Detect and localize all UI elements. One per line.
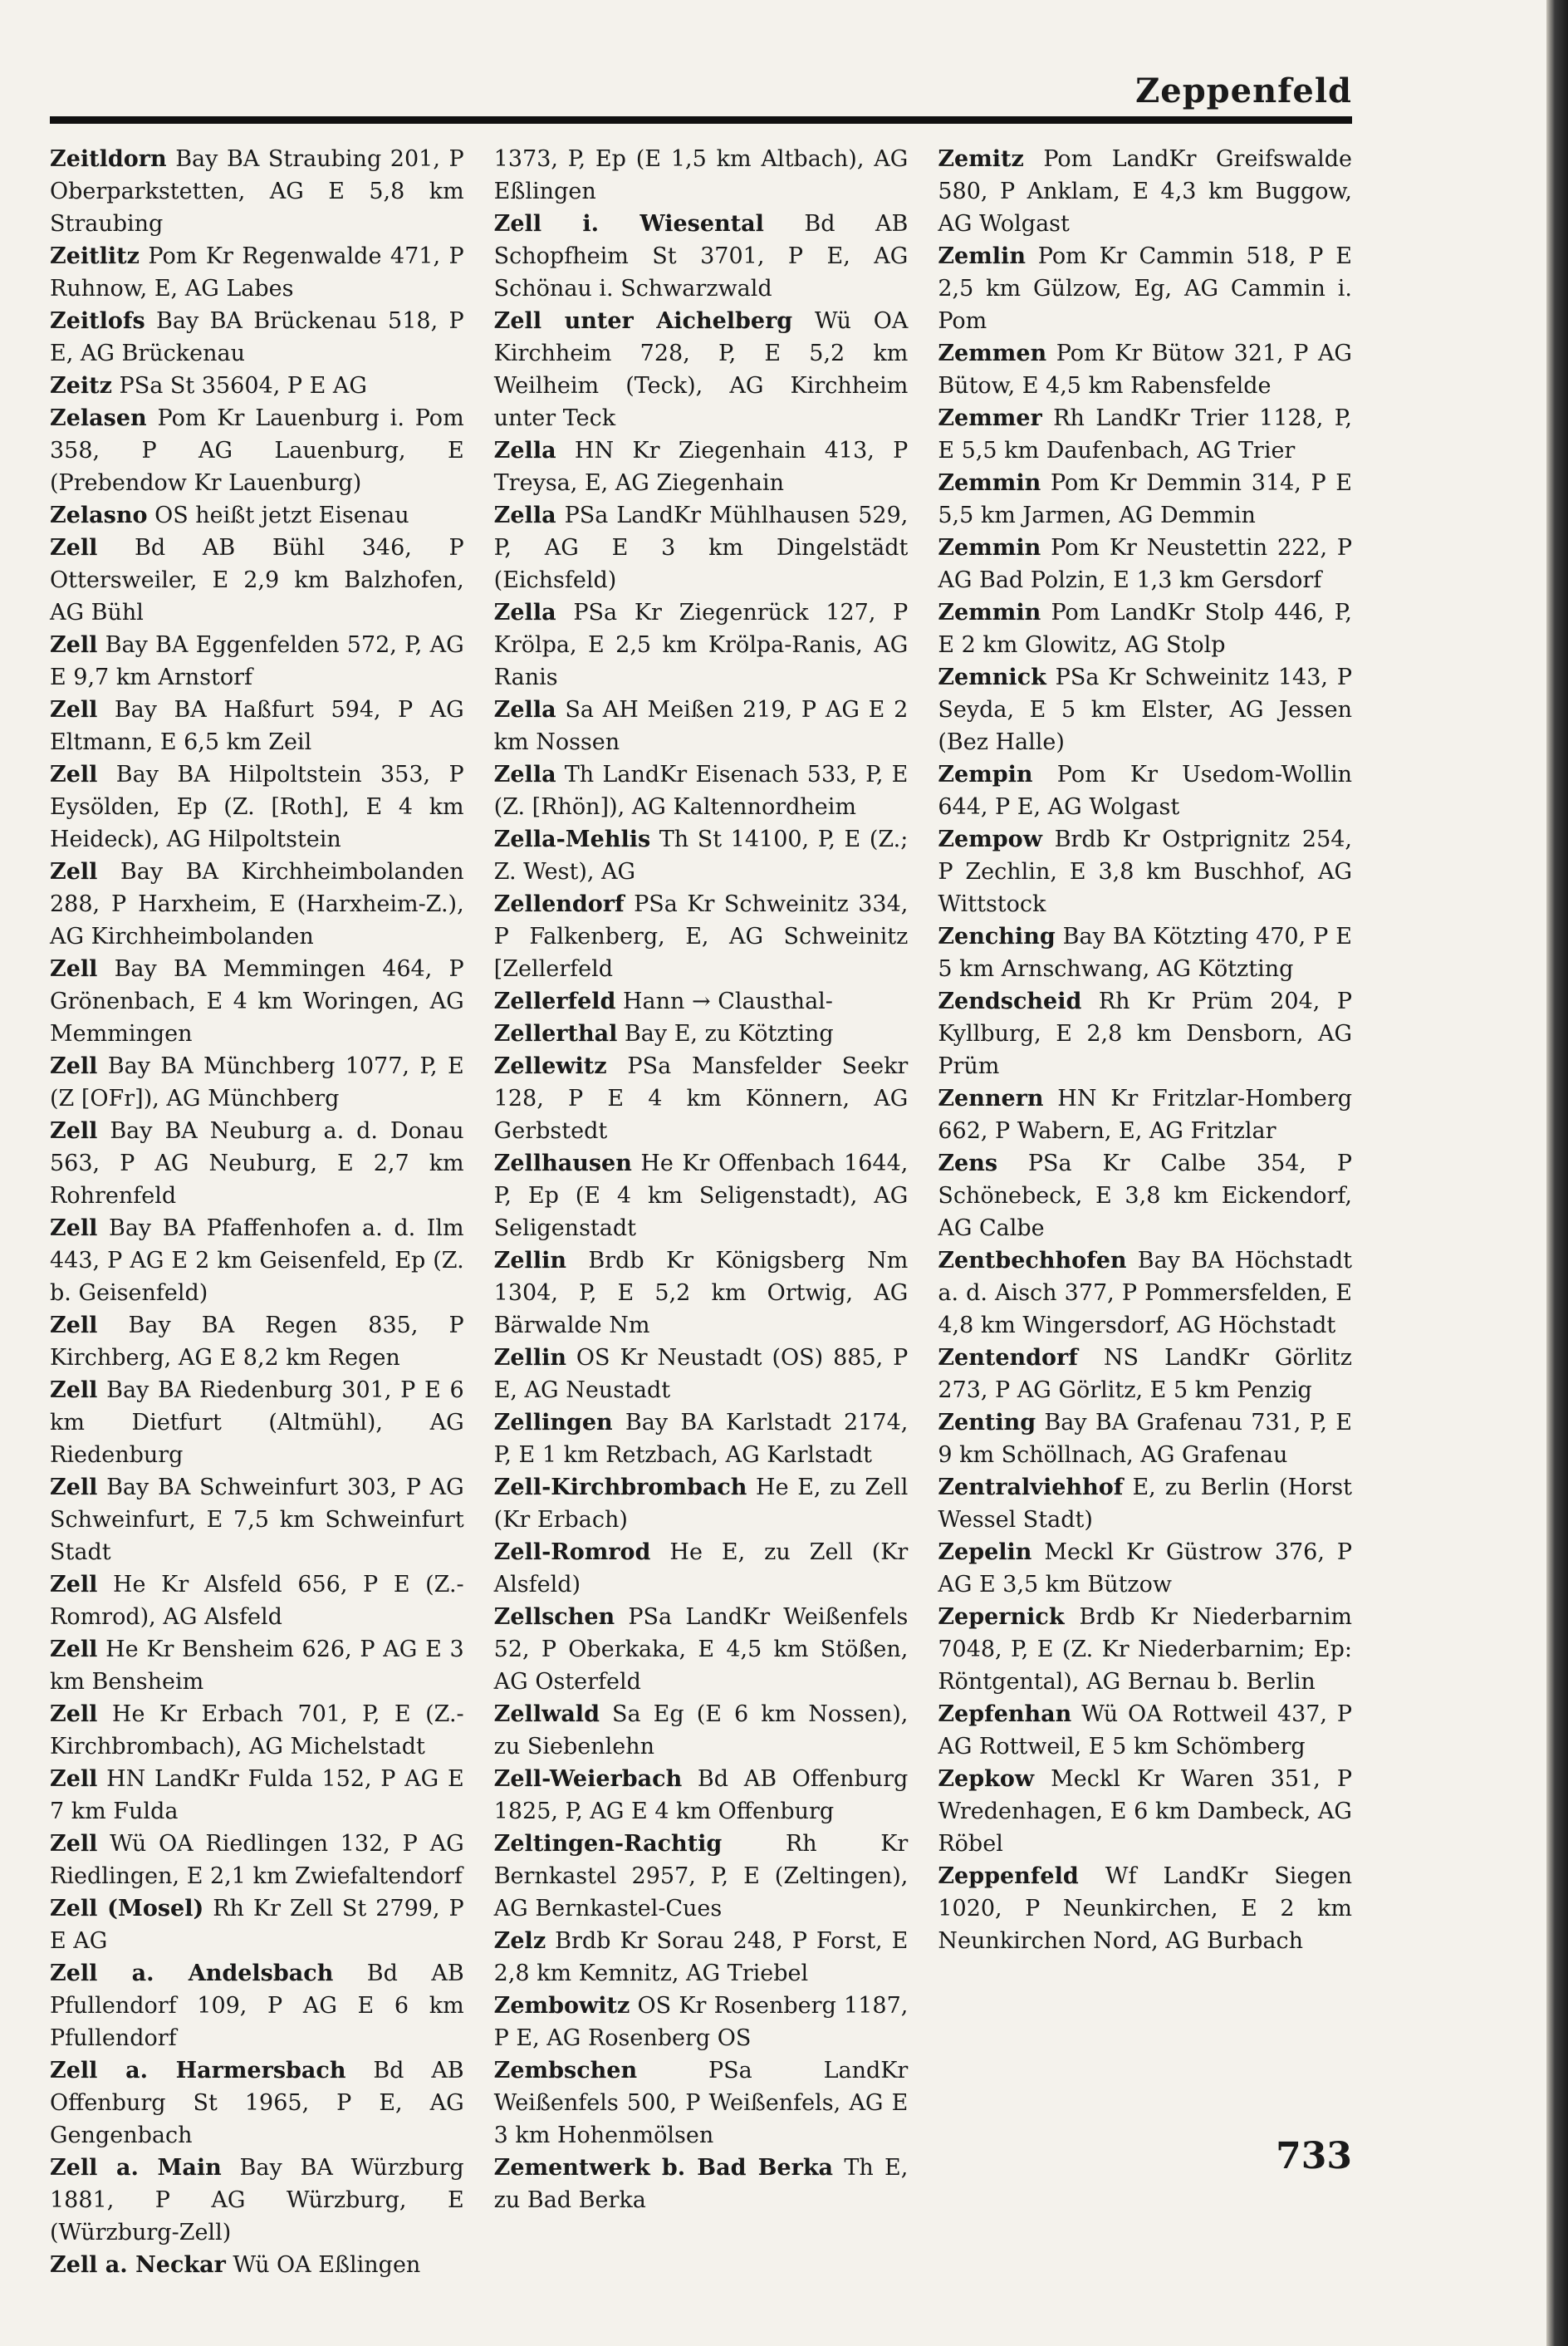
gazetteer-entry xyxy=(494,1147,909,1244)
entry-headword: Zepkow xyxy=(938,1766,1035,1792)
entry-headword: Zeitz xyxy=(50,373,112,399)
entry-details: Bay BA Grafenau 731, P, E 9 km Schöllnach, AG Grafenau xyxy=(938,1410,1353,1468)
gazetteer-entry xyxy=(938,1244,1352,1342)
entry-headword: Zempin xyxy=(938,762,1033,788)
entry-details: Bay BA Kötzting 470, P E 5 km Arnschwang, AG Kötzting xyxy=(938,924,1353,982)
entry-details: Pom Kr Neustettin 222, P AG Bad Polzin, E 1,3 km Gersdorf xyxy=(938,535,1353,593)
gazetteer-entry xyxy=(494,1342,909,1406)
gazetteer-entry xyxy=(938,1082,1352,1147)
entry-headword: Zepfenhan xyxy=(938,1701,1072,1727)
gazetteer-entry xyxy=(494,1763,909,1828)
entry-headword: Zellingen xyxy=(493,1410,613,1436)
gazetteer-entry xyxy=(938,920,1352,985)
entry-headword: Zendscheid xyxy=(938,989,1082,1014)
entry-headword: Zella xyxy=(493,503,556,528)
entry-details: Pom Kr Demmin 314, P E 5,5 km Jarmen, AG Demmin xyxy=(938,470,1353,528)
gazetteer-entry xyxy=(50,1050,464,1115)
entry-details: Pom Kr Usedom-Wollin 644, P E, AG Wolgast xyxy=(938,762,1353,820)
gazetteer-entry xyxy=(938,1763,1352,1860)
entry-headword: Zementwerk b. Bad Berka xyxy=(493,2155,834,2181)
entry-details: He Kr Bensheim 626, P AG E 3 km Bensheim xyxy=(50,1637,464,1695)
entry-headword: Zellendorf xyxy=(493,891,625,917)
gazetteer-entry xyxy=(50,1471,464,1568)
entry-details: HN Kr Ziegenhain 413, P Treysa, E, AG Ziegenhain xyxy=(493,438,909,496)
entry-headword: Zell xyxy=(50,1701,98,1727)
entry-details: Brdb Kr Ostprignitz 254, P Zechlin, E 3,8 km Buschhof, AG Wittstock xyxy=(938,827,1353,917)
gazetteer-entry xyxy=(50,2054,464,2152)
gazetteer-entry xyxy=(50,2152,464,2249)
gazetteer-entry xyxy=(50,856,464,953)
gazetteer-entry xyxy=(50,1374,464,1471)
gazetteer-entry xyxy=(938,985,1352,1082)
entry-headword: Zembschen xyxy=(493,2058,638,2083)
entry-details: Bay BA Karlstadt 2174, P, E 1 km Retzbach, AG Karlstadt xyxy=(493,1410,909,1468)
entry-details: Brdb Kr Sorau 248, P Forst, E 2,8 km Kemnitz, AG Triebel xyxy=(493,1928,909,1986)
entry-headword: Zenching xyxy=(938,924,1056,950)
entry-headword: Zell xyxy=(50,1831,98,1857)
entry-headword: Zemnick xyxy=(938,665,1046,690)
entry-headword: Zembowitz xyxy=(493,1993,630,2019)
page-number: 733 xyxy=(1276,2135,1352,2177)
entry-details: He Kr Erbach 701, P, E (Z.-Kirchbrombach), AG Michelstadt xyxy=(50,1701,464,1760)
gazetteer-entry xyxy=(494,1601,909,1698)
gazetteer-entry xyxy=(50,1633,464,1698)
entry-details: Wü OA Kirchheim 728, P, E 5,2 km Weilheim (Teck), AG Kirchheim unter Teck xyxy=(493,308,909,431)
entry-headword: Zeitlofs xyxy=(50,308,145,334)
entry-headword: Zenting xyxy=(938,1410,1036,1436)
gazetteer-entry xyxy=(938,240,1352,337)
entry-headword: Zell a. Andelsbach xyxy=(50,1961,334,1986)
gazetteer-entry xyxy=(50,1212,464,1309)
gazetteer-entry xyxy=(50,1309,464,1374)
entry-details: Sa Eg (E 6 km Nossen), zu Siebenlehn xyxy=(493,1701,909,1760)
entry-details: He E, zu Zell (Kr Erbach) xyxy=(493,1475,909,1533)
gazetteer-entry xyxy=(494,823,909,888)
entry-details: Pom Kr Bütow 321, P AG Bütow, E 4,5 km Rabensfelde xyxy=(938,341,1353,399)
gazetteer-entry xyxy=(494,1018,909,1050)
entry-details: Wü OA Riedlingen 132, P AG Riedlingen, E 2,1 km Zwiefaltendorf xyxy=(50,1831,464,1889)
entry-details: Bd AB Offenburg St 1965, P E, AG Gengenbach xyxy=(50,2058,464,2148)
gazetteer-entry xyxy=(50,694,464,758)
entry-details: Brdb Kr Niederbarnim 7048, P, E (Z. Kr Niederbarnim; Ep: Röntgental), AG Bernau b. Berlin xyxy=(938,1604,1353,1695)
entry-details: PSa LandKr Mühlhausen 529, P, AG E 3 km Dingelstädt (Eichsfeld) xyxy=(493,503,909,593)
entry-headword: Zell a. Main xyxy=(50,2155,222,2181)
entry-headword: Zemlin xyxy=(938,243,1026,269)
entry-details: Brdb Kr Königsberg Nm 1304, P, E 5,2 km Ortwig, AG Bärwalde Nm xyxy=(493,1248,909,1338)
gazetteer-entry xyxy=(938,1698,1352,1763)
gazetteer-entry xyxy=(50,1892,464,1957)
gazetteer-entry xyxy=(938,1471,1352,1536)
entry-headword: Zempow xyxy=(938,827,1042,852)
entry-details: OS heißt jetzt Eisenau xyxy=(147,503,409,528)
entry-details: Bay E, zu Kötzting xyxy=(617,1021,834,1047)
gazetteer-entry xyxy=(50,1763,464,1828)
entry-headword: Zeitlitz xyxy=(50,243,140,269)
gazetteer-entry xyxy=(938,1601,1352,1698)
entry-details: OS Kr Rosenberg 1187, P E, AG Rosenberg OS xyxy=(493,1993,909,2051)
entry-details: Sa AH Meißen 219, P AG E 2 km Nossen xyxy=(493,697,909,755)
entry-details: OS Kr Neustadt (OS) 885, P E, AG Neustadt xyxy=(493,1345,909,1403)
gazetteer-entry xyxy=(494,434,909,499)
gazetteer-entry xyxy=(494,1990,909,2054)
entry-headword: Zell a. Harmersbach xyxy=(50,2058,346,2083)
gazetteer-entry xyxy=(494,208,909,305)
gazetteer-entry xyxy=(50,953,464,1050)
entry-headword: Zentralviehhof xyxy=(938,1475,1124,1500)
entry-details: Bd AB Schopfheim St 3701, P E, AG Schönau i. Schwarzwald xyxy=(493,211,909,302)
entry-headword: Zellin xyxy=(493,1248,566,1274)
gazetteer-entry xyxy=(494,1050,909,1147)
entry-details: Bay BA Haßfurt 594, P AG Eltmann, E 6,5 km Zeil xyxy=(50,697,464,755)
entry-headword: Zell-Romrod xyxy=(493,1539,651,1565)
entry-headword: Zell xyxy=(50,1313,98,1338)
entry-details: E, zu Berlin (Horst Wessel Stadt) xyxy=(938,1475,1353,1533)
entry-details: He E, zu Zell (Kr Alsfeld) xyxy=(493,1539,909,1598)
entry-headword: Zemmin xyxy=(938,535,1041,561)
entry-details: Bd AB Offenburg 1825, P, AG E 4 km Offenburg xyxy=(493,1766,909,1824)
gazetteer-entry xyxy=(50,240,464,305)
entry-details: PSa Kr Schweinitz 143, P Seyda, E 5 km Elster, AG Jessen (Bez Halle) xyxy=(938,665,1353,755)
entry-headword: Zellwald xyxy=(493,1701,600,1727)
entry-details: PSa Kr Ziegenrück 127, P Krölpa, E 2,5 km Krölpa-Ranis, AG Ranis xyxy=(493,600,909,690)
entry-headword: Zella xyxy=(493,438,556,464)
gazetteer-entry xyxy=(494,1471,909,1536)
entry-details: Th St 14100, P, E (Z.; Z. West), AG xyxy=(493,827,909,885)
entry-headword: Zella xyxy=(493,762,556,788)
entry-details: Bay BA Brückenau 518, P E, AG Brückenau xyxy=(50,308,464,366)
gazetteer-entry xyxy=(938,758,1352,823)
entry-headword: Zepernick xyxy=(938,1604,1065,1630)
running-head-word: Zeppenfeld xyxy=(1135,71,1352,110)
entry-details: Bay BA Pfaffenhofen a. d. Ilm 443, P AG E 2 km Geisenfeld, Ep (Z. b. Geisenfeld) xyxy=(50,1215,464,1306)
gazetteer-entry xyxy=(494,1698,909,1763)
entry-headword: Zentbechhofen xyxy=(938,1248,1127,1274)
entry-headword: Zell xyxy=(50,1377,98,1403)
gazetteer-entry xyxy=(938,596,1352,661)
entry-details: HN Kr Fritzlar-Homberg 662, P Wabern, E, AG Fritzlar xyxy=(938,1086,1353,1144)
gazetteer-entry xyxy=(938,1147,1352,1244)
header-rule xyxy=(50,116,1352,124)
gazetteer-entry xyxy=(494,985,909,1018)
gazetteer-entry xyxy=(494,2152,909,2216)
entry-details: Bay BA Neuburg a. d. Donau 563, P AG Neuburg, E 2,7 km Rohrenfeld xyxy=(50,1118,464,1209)
gazetteer-entry xyxy=(938,532,1352,596)
entry-headword: Zeltingen-Rachtig xyxy=(493,1831,723,1857)
entry-details: He Kr Alsfeld 656, P E (Z.-Romrod), AG Alsfeld xyxy=(50,1572,464,1630)
entry-headword: Zemmin xyxy=(938,600,1041,626)
gazetteer-entry xyxy=(494,305,909,434)
entry-details: Meckl Kr Güstrow 376, P AG E 3,5 km Bützow xyxy=(938,1539,1353,1598)
entry-headword: Zella xyxy=(493,697,556,723)
gazetteer-entry xyxy=(938,402,1352,467)
entry-details: Pom Kr Regenwalde 471, P Ruhnow, E, AG Labes xyxy=(50,243,464,302)
gazetteer-entry xyxy=(50,143,464,240)
gazetteer-entry xyxy=(494,499,909,596)
gazetteer-entry xyxy=(50,305,464,370)
entry-details: Bay BA Riedenburg 301, P E 6 km Dietfurt (Altmühl), AG Riedenburg xyxy=(50,1377,464,1468)
gazetteer-entry xyxy=(938,143,1352,240)
entry-details: Th E, zu Bad Berka xyxy=(493,2155,909,2213)
entry-details: He Kr Offenbach 1644, P, Ep (E 4 km Seligenstadt), AG Seligenstadt xyxy=(493,1151,909,1241)
entry-details: Bay BA Höchstadt a. d. Aisch 377, P Pommersfelden, E 4,8 km Wingersdorf, AG Höchstadt xyxy=(938,1248,1353,1338)
gazetteer-entry xyxy=(938,823,1352,920)
entry-details: Bay BA Münchberg 1077, P, E (Z [OFr]), AG Münchberg xyxy=(50,1053,464,1112)
entry-details: Rh Kr Bernkastel 2957, P, E (Zeltingen), AG Bernkastel-Cues xyxy=(493,1831,909,1921)
entry-headword: Zemmen xyxy=(938,341,1047,366)
entry-details: Pom LandKr Stolp 446, P, E 2 km Glowitz, AG Stolp xyxy=(938,600,1353,658)
gazetteer-entry xyxy=(494,2054,909,2152)
entry-headword: Zell xyxy=(50,1475,98,1500)
gazetteer-entry xyxy=(938,661,1352,758)
gazetteer-entry xyxy=(50,1828,464,1892)
entry-details: PSa St 35604, P E AG xyxy=(111,373,367,399)
entry-details: Wü OA Eßlingen xyxy=(225,2252,421,2278)
running-header xyxy=(50,66,1352,116)
gazetteer-entry xyxy=(50,370,464,402)
entry-headword: Zellin xyxy=(493,1345,566,1371)
column-left xyxy=(50,143,464,2278)
entry-headword: Zell-Weierbach xyxy=(493,1766,683,1792)
entry-details: Bay BA Straubing 201, P Oberparkstetten, AG E 5,8 km Straubing xyxy=(50,146,464,237)
gazetteer-entry xyxy=(50,499,464,532)
entry-headword: Zell xyxy=(50,697,98,723)
entry-headword: Zeppenfeld xyxy=(938,1863,1079,1889)
gazetteer-entry xyxy=(494,1244,909,1342)
entry-details: PSa Kr Calbe 354, P Schönebeck, E 3,8 km Eickendorf, AG Calbe xyxy=(938,1151,1353,1241)
entry-headword: Zell xyxy=(50,1215,98,1241)
gazetteer-entry xyxy=(50,402,464,499)
gazetteer-entry xyxy=(494,758,909,823)
gazetteer-entry xyxy=(494,1536,909,1601)
gazetteer-entry xyxy=(50,1698,464,1763)
entry-details: 1373, P, Ep (E 1,5 km Altbach), AG Eßlingen xyxy=(493,146,909,204)
gazetteer-entry xyxy=(50,1957,464,2054)
entry-headword: Zell-Kirchbrombach xyxy=(493,1475,747,1500)
entry-headword: Zeitldorn xyxy=(50,146,167,172)
entry-details: Bay BA Memmingen 464, P Grönenbach, E 4 km Woringen, AG Memmingen xyxy=(50,956,464,1047)
entry-headword: Zellschen xyxy=(493,1604,615,1630)
gazetteer-entry xyxy=(494,694,909,758)
entry-details: HN LandKr Fulda 152, P AG E 7 km Fulda xyxy=(50,1766,464,1824)
entry-details: Wf LandKr Siegen 1020, P Neunkirchen, E 2 km Neunkirchen Nord, AG Burbach xyxy=(938,1863,1353,1954)
entry-details: Bay BA Hilpoltstein 353, P Eysölden, Ep (Z. [Roth], E 4 km Heideck), AG Hilpoltstein xyxy=(50,762,464,852)
entry-details: Bay BA Würzburg 1881, P AG Würzburg, E (Würzburg-Zell) xyxy=(50,2155,464,2245)
gazetteer-entry xyxy=(494,1406,909,1471)
gazetteer-entry xyxy=(938,337,1352,402)
entry-details: Bay BA Eggenfelden 572, P, AG E 9,7 km Arnstorf xyxy=(50,632,464,690)
entry-headword: Zell unter Aichelberg xyxy=(493,308,793,334)
entry-details: Pom Kr Cammin 518, P E 2,5 km Gülzow, Eg, AG Cammin i. Pom xyxy=(938,243,1353,334)
entry-details: Bd AB Bühl 346, P Ottersweiler, E 2,9 km Balzhofen, AG Bühl xyxy=(50,535,464,626)
column-middle xyxy=(493,143,909,2213)
entry-headword: Zellerfeld xyxy=(493,989,616,1014)
entry-headword: Zell xyxy=(50,1572,98,1598)
gazetteer-entry xyxy=(50,2249,464,2281)
entry-headword: Zemitz xyxy=(938,146,1024,172)
entry-details: PSa LandKr Weißenfels 500, P Weißenfels, AG E 3 km Hohenmölsen xyxy=(493,2058,909,2148)
gazetteer-entry xyxy=(938,467,1352,532)
entry-headword: Zell xyxy=(50,956,98,982)
entry-details: Rh Kr Zell St 2799, P E AG xyxy=(50,1896,464,1954)
entry-headword: Zelasen xyxy=(50,405,147,431)
gazetteer-entry xyxy=(50,1115,464,1212)
entry-headword: Zell xyxy=(50,1637,98,1662)
entry-details: Wü OA Rottweil 437, P AG Rottweil, E 5 km Schömberg xyxy=(938,1701,1353,1760)
entry-headword: Zell xyxy=(50,1053,98,1079)
gazetteer-entry xyxy=(938,1342,1352,1406)
entry-details: PSa LandKr Weißenfels 52, P Oberkaka, E 4,5 km Stößen, AG Osterfeld xyxy=(493,1604,909,1695)
entry-details: Bay BA Regen 835, P Kirchberg, AG E 8,2 km Regen xyxy=(50,1313,464,1371)
entry-headword: Zell (Mosel) xyxy=(50,1896,204,1921)
entry-details: Th LandKr Eisenach 533, P, E (Z. [Rhön]), AG Kaltennordheim xyxy=(493,762,909,820)
entry-headword: Zell a. Neckar xyxy=(50,2252,226,2278)
entry-headword: Zell xyxy=(50,632,98,658)
gazetteer-entry xyxy=(494,1828,909,1925)
gazetteer-entry xyxy=(938,1860,1352,1957)
entry-headword: Zens xyxy=(938,1151,998,1176)
gazetteer-entry xyxy=(494,888,909,985)
entry-headword: Zepelin xyxy=(938,1539,1032,1565)
entry-details: NS LandKr Görlitz 273, P AG Görlitz, E 5 km Penzig xyxy=(938,1345,1353,1403)
entry-headword: Zell xyxy=(50,1118,98,1144)
entry-details: PSa Kr Schweinitz 334, P Falkenberg, E, AG Schweinitz [Zellerfeld xyxy=(493,891,909,982)
entry-details: Bay BA Schweinfurt 303, P AG Schweinfurt, E 7,5 km Schweinfurt Stadt xyxy=(50,1475,464,1565)
entry-headword: Zell i. Wiesental xyxy=(493,211,764,237)
entry-headword: Zennern xyxy=(938,1086,1044,1112)
entry-headword: Zellhausen xyxy=(493,1151,632,1176)
gazetteer-entry xyxy=(938,1536,1352,1601)
entry-headword: Zell xyxy=(50,1766,98,1792)
gazetteer-entry xyxy=(494,1925,909,1990)
entry-details: Hann → Clausthal- xyxy=(615,989,833,1014)
entry-headword: Zella-Mehlis xyxy=(493,827,651,852)
entry-headword: Zell xyxy=(50,762,98,788)
gazetteer-entry xyxy=(50,758,464,856)
page-edge-shadow xyxy=(1546,0,1568,2346)
gazetteer-entry xyxy=(50,532,464,629)
entry-details: Meckl Kr Waren 351, P Wredenhagen, E 6 km Dambeck, AG Röbel xyxy=(938,1766,1353,1857)
entry-details: PSa Mansfelder Seekr 128, P E 4 km Könnern, AG Gerbstedt xyxy=(493,1053,909,1144)
entry-headword: Zella xyxy=(493,600,556,626)
gazetteer-entry xyxy=(938,1406,1352,1471)
entry-headword: Zemmer xyxy=(938,405,1042,431)
entry-headword: Zellewitz xyxy=(493,1053,607,1079)
gazetteer-entry xyxy=(50,629,464,694)
entry-details: Pom Kr Lauenburg i. Pom 358, P AG Lauenburg, E (Prebendow Kr Lauenburg) xyxy=(50,405,464,496)
entry-details: Rh Kr Prüm 204, P Kyllburg, E 2,8 km Densborn, AG Prüm xyxy=(938,989,1353,1079)
entry-headword: Zelz xyxy=(493,1928,546,1954)
entry-headword: Zell xyxy=(50,535,98,561)
entry-headword: Zell xyxy=(50,859,98,885)
entry-headword: Zemmin xyxy=(938,470,1041,496)
entry-headword: Zellerthal xyxy=(493,1021,618,1047)
entry-details: Rh LandKr Trier 1128, P, E 5,5 km Daufenbach, AG Trier xyxy=(938,405,1353,464)
entry-headword: Zentendorf xyxy=(938,1345,1078,1371)
entry-details: Bd AB Pfullendorf 109, P AG E 6 km Pfullendorf xyxy=(50,1961,464,2051)
gazetteer-entry xyxy=(494,143,909,208)
entry-details: Pom LandKr Greifswalde 580, P Anklam, E 4,3 km Buggow, AG Wolgast xyxy=(938,146,1353,237)
gazetteer-entry xyxy=(494,596,909,694)
column-right xyxy=(938,143,1352,2153)
entry-headword: Zelasno xyxy=(50,503,148,528)
entry-details: Bay BA Kirchheimbolanden 288, P Harxheim, E (Harxheim-Z.), AG Kirchheimbolanden xyxy=(50,859,464,950)
gazetteer-entry xyxy=(50,1568,464,1633)
